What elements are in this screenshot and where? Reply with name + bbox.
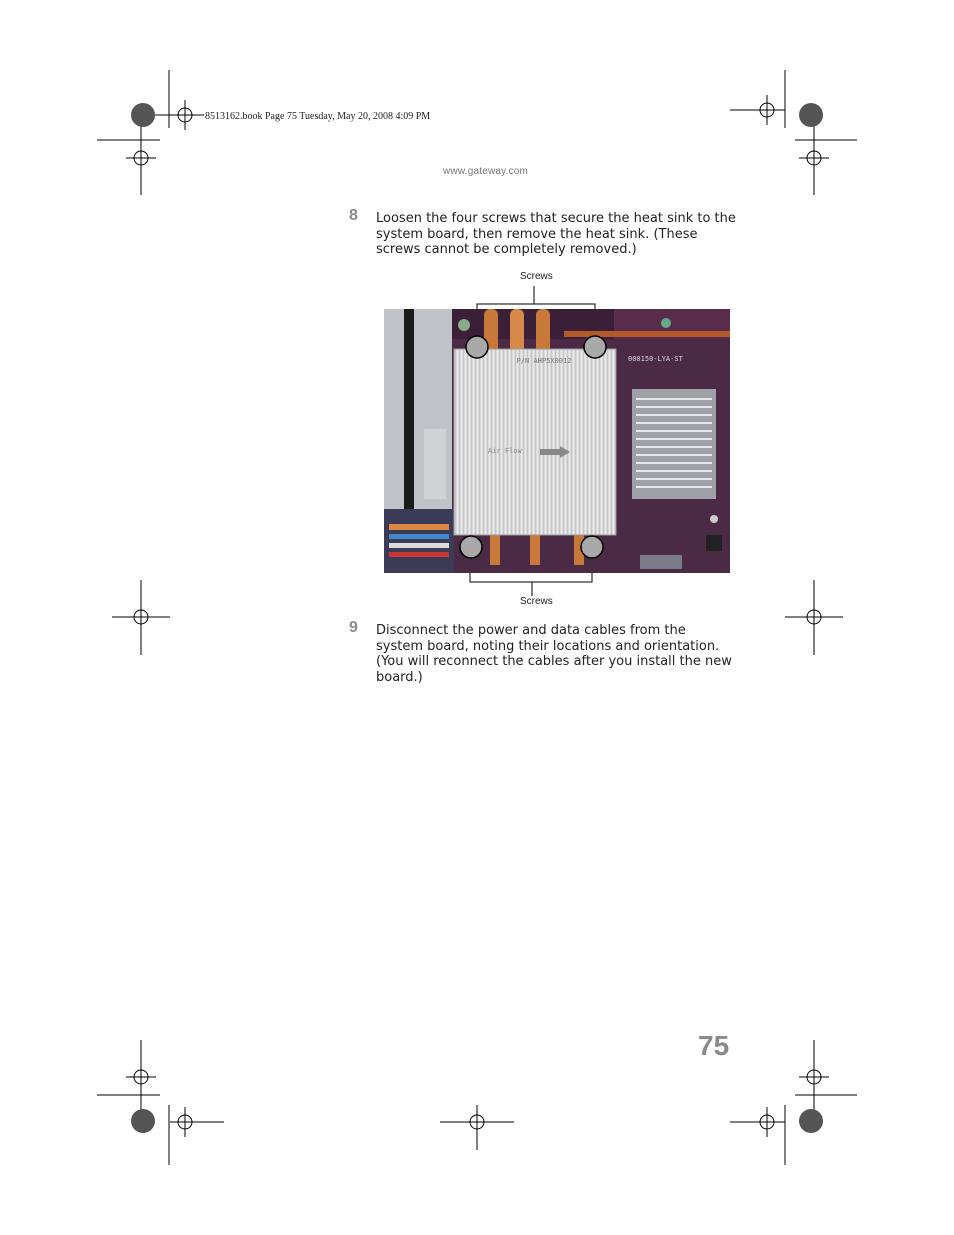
header-url: www.gateway.com (443, 166, 529, 177)
step-text: Loosen the four screws that secure the heat sink to the system board, then remove the heat sink. (These screws cannot be completely removed.) (376, 211, 736, 258)
svg-text:P/N AHP5X0012: P/N AHP5X0012 (516, 357, 572, 365)
callout-label-top: Screws (520, 271, 553, 282)
page-number: 75 (698, 1030, 730, 1061)
step-number: 9 (349, 619, 358, 636)
heatsink-photo (380, 284, 734, 596)
print-slug-line: 8513162.book Page 75 Tuesday, May 20, 2008 4:09 PM (205, 111, 431, 122)
step-text: Disconnect the power and data cables from the system board, noting their locations and orientation. (You will reconnect the cables after you install the new board.) (376, 623, 732, 685)
callout-label-bottom: Screws (520, 596, 553, 607)
step-number: 8 (349, 207, 358, 224)
airflow-label: Air Flow (488, 447, 522, 455)
board-code-label: 000150-LYA-ST (628, 355, 683, 363)
